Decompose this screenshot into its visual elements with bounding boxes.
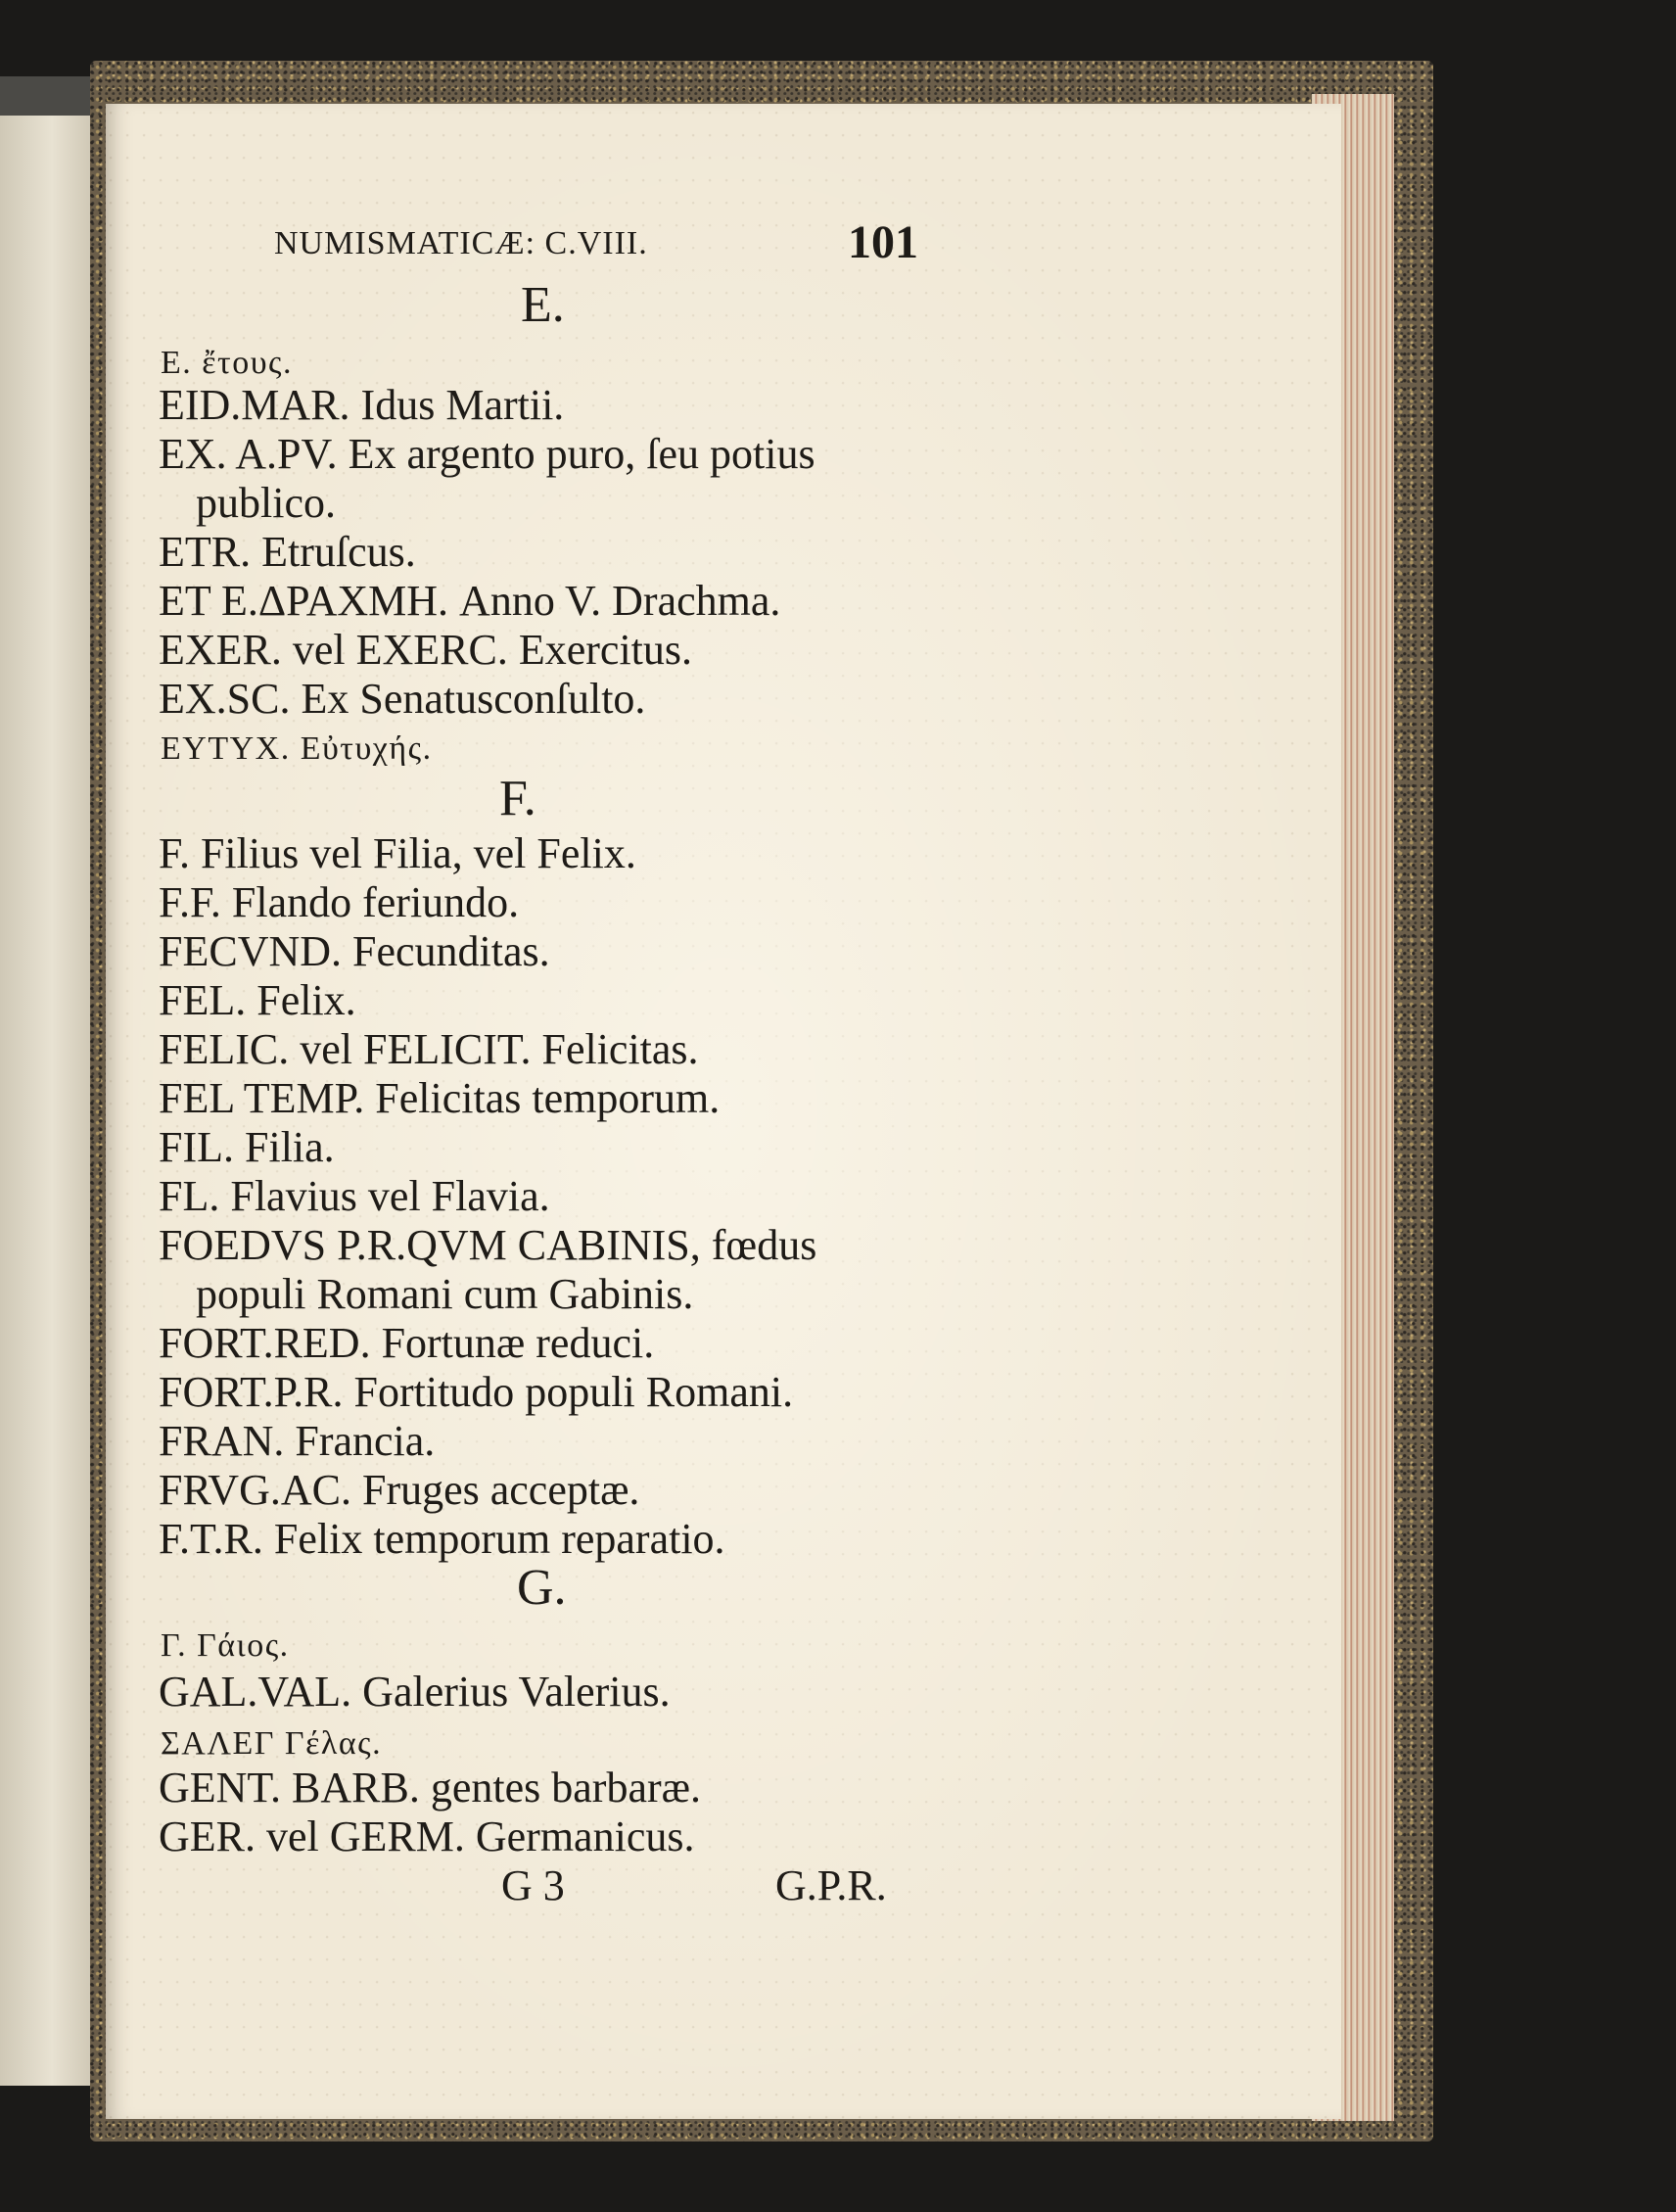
entry-line: EXER. vel EXERC. Exercitus. (159, 626, 693, 674)
entry-line: GAL.VAL. Galerius Valerius. (159, 1668, 671, 1716)
book-page (106, 104, 1341, 2119)
entry-line: EID.MAR. Idus Martii. (159, 381, 565, 429)
entry-continuation: populi Romani cum Gabinis. (196, 1270, 694, 1318)
entry-line: EX.SC. Ex Senatusconſulto. (159, 675, 646, 723)
entry-line: FEL. Felix. (159, 976, 356, 1024)
entry-line: F. Filius vel Filia, vel Felix. (159, 829, 636, 877)
entry-line: FORT.P.R. Fortitudo populi Romani. (159, 1368, 794, 1416)
entry-line: Γ. Γάιος. (161, 1627, 290, 1664)
entry-line: ETR. Etruſcus. (159, 528, 416, 576)
entry-line: ET E.ΔΡΑΧΜΗ. Anno V. Drachma. (159, 577, 781, 625)
section-heading-f: F. (499, 771, 536, 826)
entry-line: EX. A.PV. Ex argento puro, ſeu potius (159, 430, 815, 478)
entry-line: FEL TEMP. Felicitas temporum. (159, 1074, 721, 1122)
entry-line: GER. vel GERM. Germanicus. (159, 1812, 695, 1860)
entry-line: FL. Flavius vel Flavia. (159, 1172, 550, 1220)
entry-line: EYTYX. Εὐτυχής. (161, 730, 433, 767)
entry-line: FRVG.AC. Fruges acceptæ. (159, 1466, 640, 1514)
entry-line: FECVND. Fecunditas. (159, 927, 550, 975)
running-title: NUMISMATICÆ: C.VIII. (274, 225, 648, 261)
entry-line: E. ἔτους. (161, 345, 294, 381)
entry-line: ΣΑΛΕΓ Γέλας. (161, 1725, 383, 1762)
entry-line: FOEDVS P.R.QVM CABINIS, fœdus (159, 1221, 817, 1269)
left-book-board (0, 76, 98, 116)
entry-continuation: publico. (196, 479, 336, 527)
section-heading-e: E. (521, 277, 565, 333)
entry-line: FORT.RED. Fortunæ reduci. (159, 1319, 655, 1367)
catchword: G.P.R. (775, 1861, 887, 1909)
entry-line: FELIC. vel FELICIT. Felicitas. (159, 1025, 699, 1073)
entry-line: GENT. BARB. gentes barbaræ. (159, 1764, 701, 1812)
page-number: 101 (848, 216, 918, 268)
entry-line: FRAN. Francia. (159, 1417, 436, 1465)
section-heading-g: G. (517, 1560, 567, 1616)
entry-line: FIL. Filia. (159, 1123, 335, 1171)
signature-mark: G 3 (501, 1861, 565, 1909)
entry-line: F.F. Flando feriundo. (159, 878, 520, 926)
entry-line: F.T.R. Felix temporum reparatio. (159, 1515, 725, 1563)
